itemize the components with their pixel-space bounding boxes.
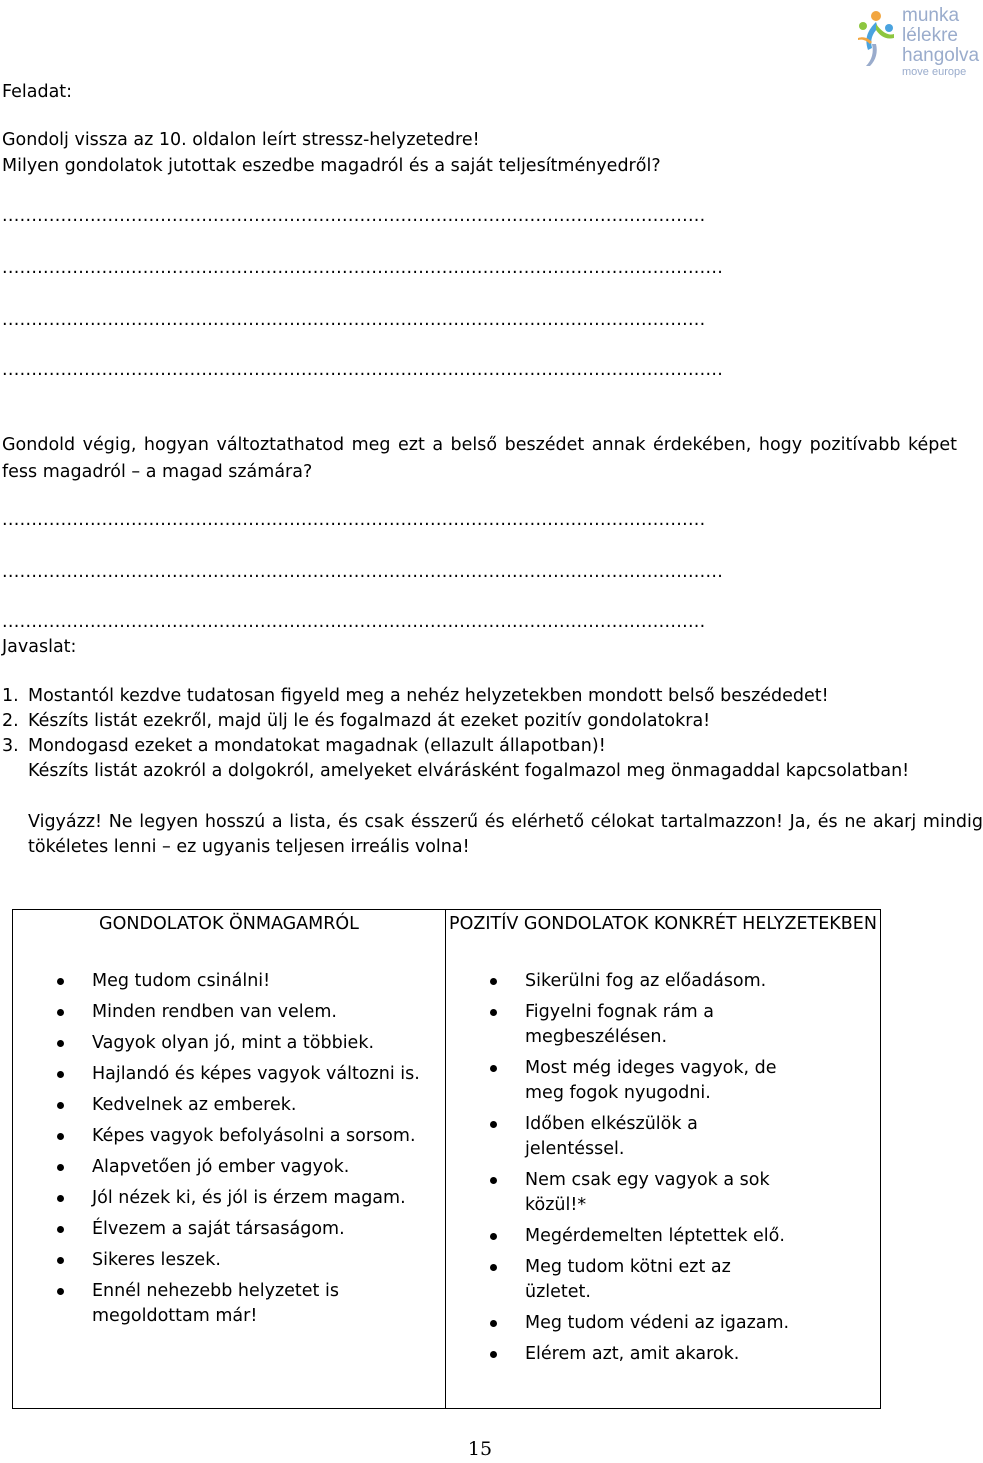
step-text: Készíts listát ezekről, majd ülj le és fogalmazd át ezeket pozitív gondolatokra! [28, 711, 711, 731]
answer-line: ........................................................................................................................... [2, 562, 724, 582]
left-column-header: GONDOLATOK ÖNMAGAMRÓL [99, 914, 359, 934]
bullet-icon [490, 1177, 497, 1184]
right-column-header: POZITÍV GONDOLATOK KONKRÉT HELYZETEKBEN [449, 914, 877, 934]
answer-line: ........................................................................................................................... [2, 258, 724, 278]
list-item-text: Elérem azt, amit akarok. [525, 1344, 740, 1364]
list-item-text: Vagyok olyan jó, mint a többiek. [92, 1033, 375, 1053]
list-item-text: Élvezem a saját társaságom. [92, 1219, 345, 1239]
list-item-text: Kedvelnek az emberek. [92, 1095, 297, 1115]
intro-line-1: Gondolj vissza az 10. oldalon leírt stressz-helyzetedre! [2, 130, 480, 150]
bullet-icon [57, 1195, 64, 1202]
bullet-icon [490, 1065, 497, 1072]
suggestion-label: Javaslat: [2, 637, 77, 657]
right-list [446, 969, 880, 1367]
step-text: Mostantól kezdve tudatosan figyeld meg a nehéz helyzetekben mondott belső beszédedet! [28, 686, 829, 706]
step-text: Mondogasd ezeket a mondatokat magadnak (ellazult állapotban)! [28, 736, 606, 756]
task-label: Feladat: [2, 82, 73, 102]
step-text: Vigyázz! Ne legyen hosszú a lista, és csak ésszerű és elérhető célokat tartalmazzon! Ja, és ne akarj mindig tökéletes lenni – ez ugyanis teljesen irreális volna! [28, 812, 983, 857]
answer-line: ........................................................................................................................ [2, 310, 706, 330]
answer-line: ........................................................................................................................ [2, 206, 706, 226]
bullet-icon [490, 1264, 497, 1271]
bullet-icon [57, 1288, 64, 1295]
list-item [446, 969, 880, 994]
list-item [13, 1062, 445, 1087]
list-item [13, 969, 445, 994]
step-item [2, 709, 957, 734]
list-item [13, 1217, 445, 1242]
list-item-text: Képes vagyok befolyásolni a sorsom. [92, 1126, 416, 1146]
left-column [13, 910, 445, 1335]
list-item [13, 1186, 445, 1211]
list-item-text: Megérdemelten léptettek elő. [525, 1226, 785, 1246]
list-item-text: Meg tudom csinálni! [92, 971, 271, 991]
thoughts-table [12, 909, 881, 1409]
list-item [13, 1124, 445, 1149]
bullet-icon [490, 978, 497, 985]
list-item-text: Most még ideges vagyok, de meg fogok nyugodni. [525, 1058, 777, 1103]
bullet-icon [57, 1226, 64, 1233]
step-number: 3. [2, 736, 19, 756]
step-number: 1. [2, 686, 19, 706]
list-item-text: Alapvetően jó ember vagyok. [92, 1157, 350, 1177]
bullet-icon [490, 1121, 497, 1128]
bullet-icon [57, 1040, 64, 1047]
logo-tagline: move europe [902, 66, 967, 78]
list-item [446, 1168, 880, 1218]
step-item [2, 759, 983, 784]
list-item [446, 1112, 880, 1162]
list-item [13, 1248, 445, 1273]
logo-line-1: munka [902, 5, 960, 26]
left-list [13, 969, 445, 1329]
brand-logo [852, 4, 980, 80]
page-number: 15 [467, 1438, 493, 1460]
bullet-icon [57, 1009, 64, 1016]
bullet-icon [490, 1351, 497, 1358]
list-item-text: Meg tudom védeni az igazam. [525, 1313, 790, 1333]
list-item-text: Hajlandó és képes vagyok változni is. [92, 1064, 420, 1084]
question-2: Gondold végig, hogyan változtathatod meg ezt a belső beszédet annak érdekében, hogy pozitívabb képet fess magadról – a magad számára? [2, 435, 957, 482]
list-item-text: Ennél nehezebb helyzetet is megoldottam már! [92, 1281, 339, 1326]
intro-line-2: Milyen gondolatok jutottak eszedbe magadról és a saját teljesítményedről? [2, 156, 661, 176]
list-item-text: Időben elkészülök a jelentéssel. [525, 1114, 698, 1159]
right-column [446, 910, 880, 1373]
answer-line: ........................................................................................................................ [2, 612, 706, 632]
list-item-text: Nem csak egy vagyok a sok közül!* [525, 1170, 770, 1215]
bullet-icon [57, 1071, 64, 1078]
bullet-icon [490, 1009, 497, 1016]
list-item [13, 1155, 445, 1180]
step-item [2, 684, 957, 709]
step-item [2, 734, 957, 759]
list-item [446, 1311, 880, 1336]
bullet-icon [490, 1320, 497, 1327]
list-item [446, 1000, 880, 1050]
bullet-icon [57, 1164, 64, 1171]
list-item [13, 1093, 445, 1118]
step-text: Készíts listát azokról a dolgokról, amelyeket elvárásként fogalmazol meg önmagaddal kapcsolatban! [28, 761, 910, 781]
bullet-icon [57, 1257, 64, 1264]
list-item [13, 1279, 445, 1329]
bullet-icon [57, 1133, 64, 1140]
list-item [13, 1000, 445, 1025]
step-number: 2. [2, 711, 19, 731]
step-number [2, 759, 28, 784]
step-number [2, 810, 28, 835]
bullet-icon [57, 978, 64, 985]
bullet-icon [57, 1102, 64, 1109]
logo-line-2: lélekre [902, 25, 958, 46]
answer-line: ........................................................................................................................... [2, 360, 724, 380]
logo-wordmark [902, 6, 979, 79]
list-item-text: Figyelni fognak rám a megbeszélésen. [525, 1002, 715, 1047]
list-item [446, 1056, 880, 1106]
bullet-icon [490, 1233, 497, 1240]
figure-logo-icon [854, 8, 898, 68]
logo-line-3: hangolva [902, 45, 980, 66]
list-item [446, 1342, 880, 1367]
list-item-text: Minden rendben van velem. [92, 1002, 337, 1022]
list-item-text: Sikerülni fog az előadásom. [525, 971, 767, 991]
list-item [446, 1255, 880, 1305]
step-item [2, 810, 983, 860]
list-item [13, 1031, 445, 1056]
list-item-text: Meg tudom kötni ezt az üzletet. [525, 1257, 731, 1302]
answer-line: ........................................................................................................................ [2, 510, 706, 530]
list-item [446, 1224, 880, 1249]
list-item-text: Sikeres leszek. [92, 1250, 221, 1270]
list-item-text: Jól nézek ki, és jól is érzem magam. [92, 1188, 406, 1208]
